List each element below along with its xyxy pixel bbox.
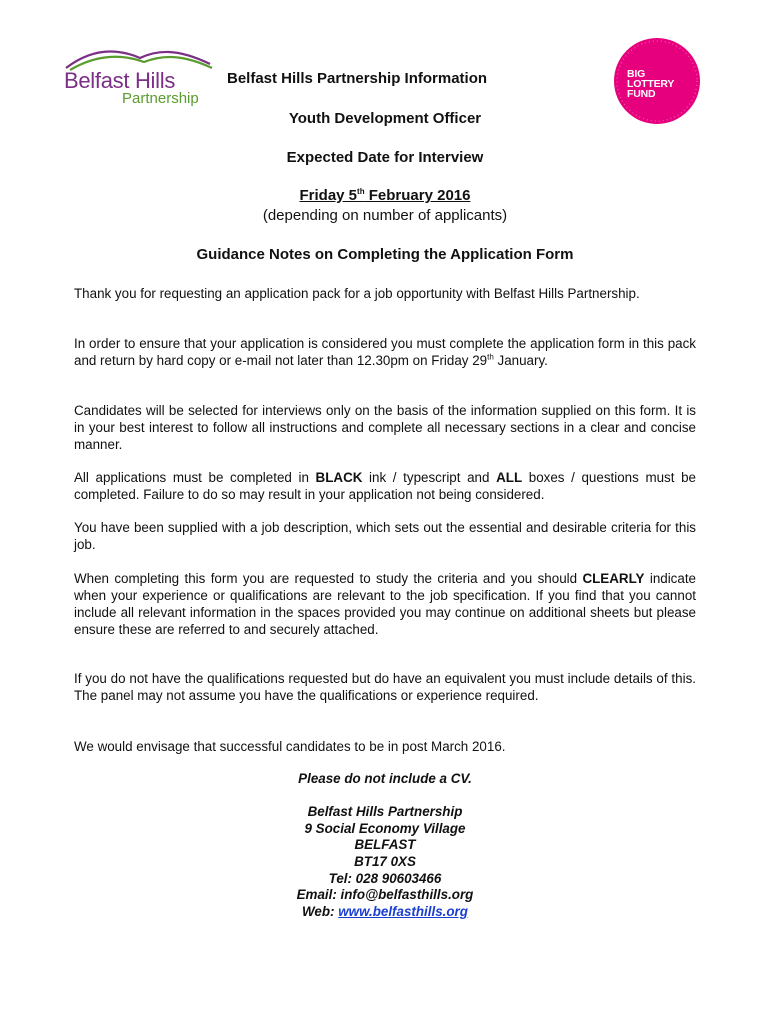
p4-text-a: All applications must be completed in (74, 470, 316, 485)
paragraph-3 (74, 402, 696, 453)
web-label: Web: (302, 903, 339, 919)
p2-text-a: In order to ensure that your application is considered you must complete the application form in this pack and return by hard copy or e-mail not later than 12.30pm on Friday 29 (74, 336, 696, 368)
p6-clearly: CLEARLY (582, 571, 645, 586)
p2-sup: th (487, 352, 494, 362)
paragraph-6 (74, 570, 696, 638)
paragraph-1-text: Thank you for requesting an application pack for a job opportunity with Belfast Hills Partnership. (74, 286, 640, 301)
interview-label: Expected Date for Interview (286, 149, 484, 166)
contact-web (0, 904, 770, 921)
website-link[interactable]: www.belfasthills.org (338, 903, 468, 919)
contact-city: BELFAST (354, 837, 416, 853)
paragraph-3-text: Candidates will be selected for interviews only on the basis of the information supplied on this form. It is in your best interest to follow all instructions and complete all necessary sections in a clear and concise manner. (74, 403, 696, 452)
lottery-line-1: BIG (627, 68, 646, 80)
org-info-heading: Belfast Hills Partnership Information (227, 70, 488, 87)
lottery-line-3: FUND (627, 88, 656, 100)
contact-address: 9 Social Economy Village (304, 820, 466, 836)
paragraph-5-text: You have been supplied with a job description, which sets out the essential and desirable criteria for this job. (74, 520, 696, 552)
paragraph-4 (74, 469, 696, 503)
paragraph-8 (74, 738, 696, 755)
paragraph-8-text: We would envisage that successful candidates to be in post March 2016. (74, 739, 506, 754)
date-suffix: February 2016 (364, 187, 471, 204)
p6-text-c: indicate when your experience or qualifications are relevant to the job specification. If you find that you cannot include all relevant information in the spaces provided you may continue on additional sheets but please ensure these are referred to and securely attached. (74, 571, 696, 637)
lottery-text (627, 69, 674, 99)
date-sup: th (357, 187, 365, 196)
paragraph-7 (74, 670, 696, 704)
p4-all: ALL (496, 470, 523, 485)
p6-text-a: When completing this form you are requested to study the criteria and you should (74, 571, 583, 586)
p4-black: BLACK (315, 470, 363, 485)
contact-postcode: BT17 0XS (354, 853, 416, 869)
date-prefix: Friday 5 (299, 187, 358, 204)
paragraph-5 (74, 519, 696, 553)
no-cv-note: Please do not include a CV. (298, 771, 472, 786)
logo-name: Belfast Hills (64, 68, 176, 93)
paragraph-7-text: If you do not have the qualifications requested but do have an equivalent you must include details of this. The panel may not assume you have the qualifications or experience required. (74, 671, 696, 703)
belfast-hills-logo (62, 44, 218, 110)
contact-email: Email: info@belfasthills.org (296, 887, 474, 903)
paragraph-1 (74, 285, 696, 302)
date-note: (depending on number of applicants) (262, 207, 508, 224)
job-title: Youth Development Officer (288, 110, 482, 127)
contact-tel: Tel: 028 90603466 (328, 870, 442, 886)
p4-text-c: ink / typescript and (362, 470, 497, 485)
p2-text-b: January. (493, 353, 548, 368)
lottery-line-2: LOTTERY (627, 78, 675, 90)
paragraph-2 (74, 335, 696, 369)
contact-org: Belfast Hills Partnership (307, 804, 463, 820)
contact-block (0, 771, 770, 920)
guidance-title: Guidance Notes on Completing the Application Form (196, 246, 574, 263)
p4-text-d: boxes / questions must be completed. Failure to do so may result in your application not being considered. (74, 470, 696, 502)
interview-date (0, 187, 770, 204)
logo-sub: Partnership (122, 90, 199, 107)
